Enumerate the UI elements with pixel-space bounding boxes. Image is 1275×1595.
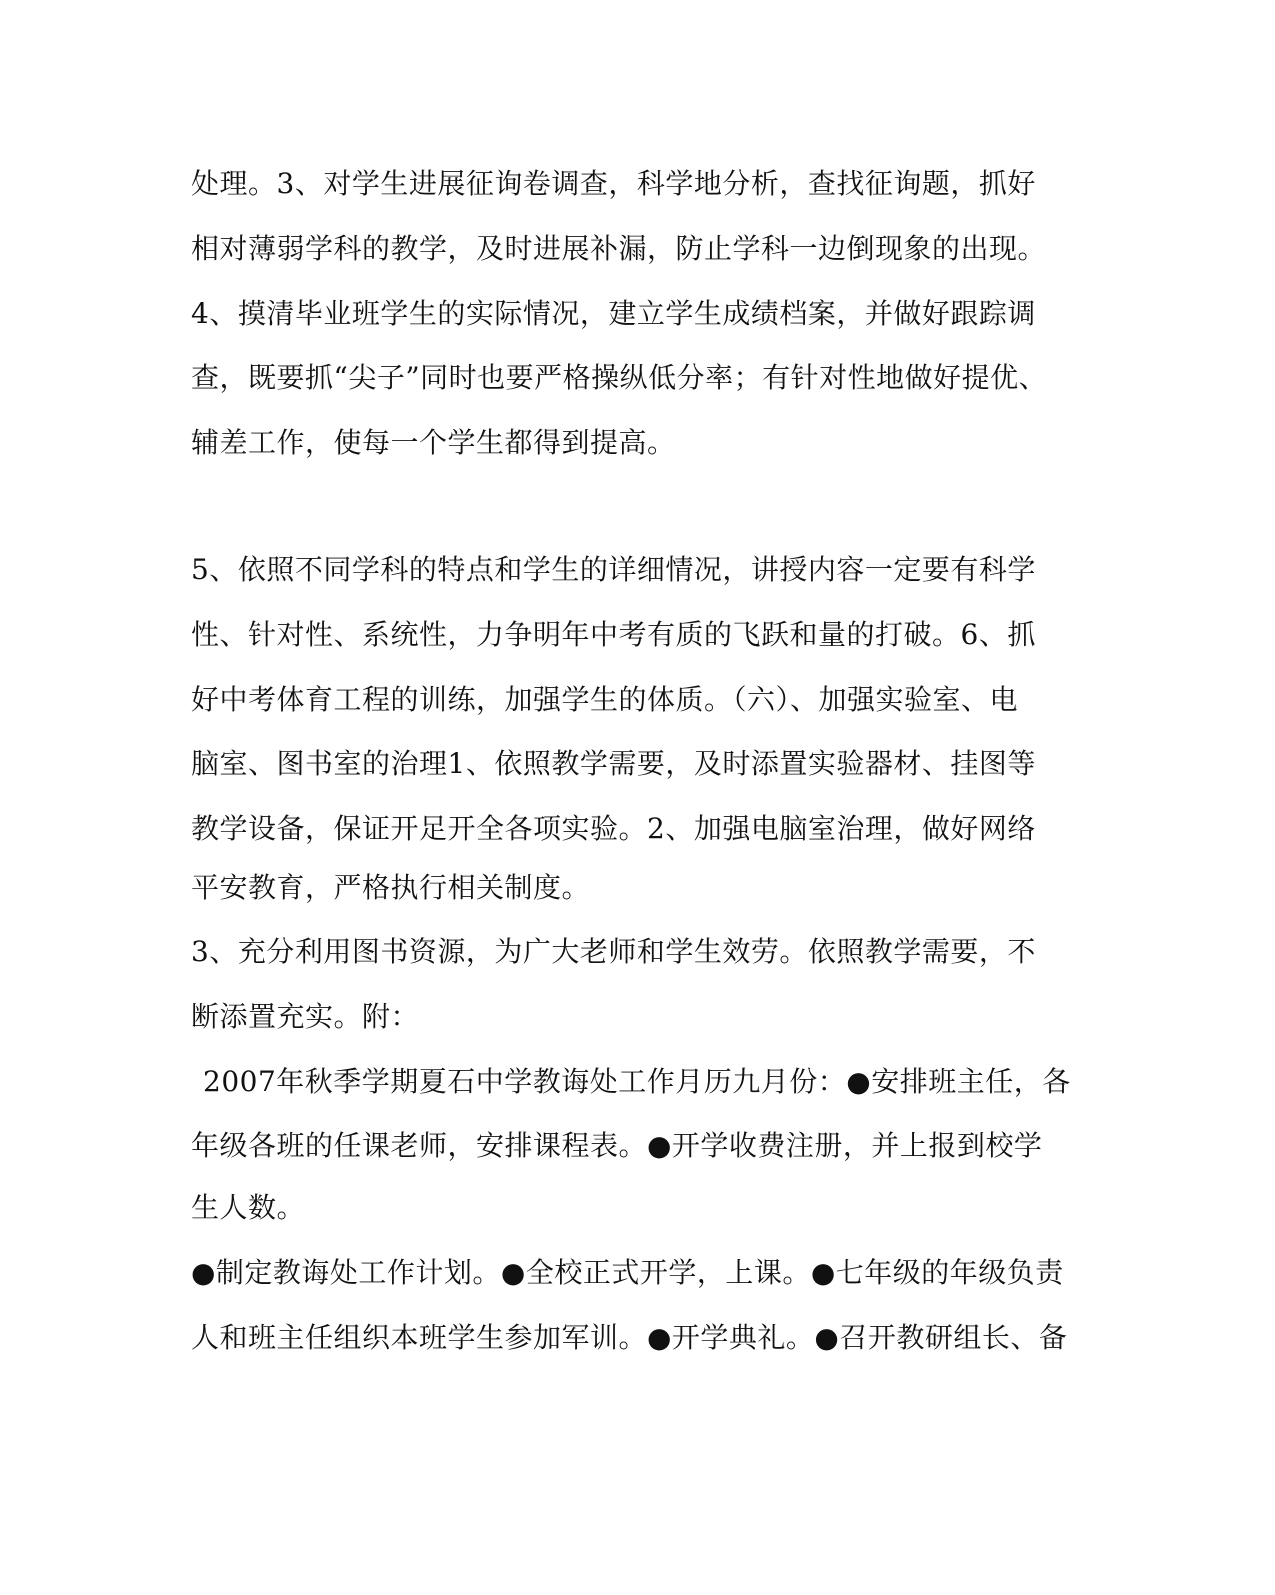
text-line-4: 查，既要抓“尖子”同时也要严格操纵低分率；有针对性地做好提优、 (191, 361, 1048, 394)
text-line-7: 性、针对性、系统性，力争明年中考有质的飞跃和量的打破。6、抓 (191, 618, 1036, 651)
text-line-17: ●制定教诲处工作计划。●全校正式开学，上课。●七年级的年级负责 (191, 1256, 1064, 1289)
text-line-15: 年级各班的任课老师，安排课程表。●开学收费注册，并上报到校学 (191, 1129, 1043, 1162)
text-line-18: 人和班主任组织本班学生参加军训。●开学典礼。●召开教研组长、备 (191, 1321, 1068, 1354)
text-line-9: 脑室、图书室的治理1、依照教学需要，及时添置实验器材、挂图等 (191, 747, 1036, 780)
text-line-5: 辅差工作，使每一个学生都得到提高。 (191, 426, 676, 459)
text-line-10: 教学设备，保证开足开全各项实验。2、加强电脑室治理，做好网络 (191, 812, 1036, 845)
text-line-3: 4、摸清毕业班学生的实际情况，建立学生成绩档案，并做好跟踪调 (191, 297, 1036, 330)
text-line-11: 平安教育，严格执行相关制度。 (191, 871, 591, 904)
text-line-6: 5、依照不同学科的特点和学生的详细情况，讲授内容一定要有科学 (191, 553, 1036, 586)
text-line-16: 生人数。 (191, 1191, 306, 1224)
text-line-12: 3、充分利用图书资源，为广大老师和学生效劳。依照教学需要，不 (191, 935, 1036, 968)
text-line-1: 处理。3、对学生进展征询卷调查，科学地分析，查找征询题，抓好 (191, 167, 1036, 200)
text-line-13: 断添置充实。附： (191, 1000, 420, 1033)
text-line-14: 2007年秋季学期夏石中学教诲处工作月历九月份：●安排班主任，各 (203, 1065, 1071, 1098)
text-line-8: 好中考体育工程的训练，加强学生的体质。（六）、加强实验室、电 (191, 683, 1019, 716)
text-line-2: 相对薄弱学科的教学，及时进展补漏，防止学科一边倒现象的出现。 (191, 232, 1047, 265)
